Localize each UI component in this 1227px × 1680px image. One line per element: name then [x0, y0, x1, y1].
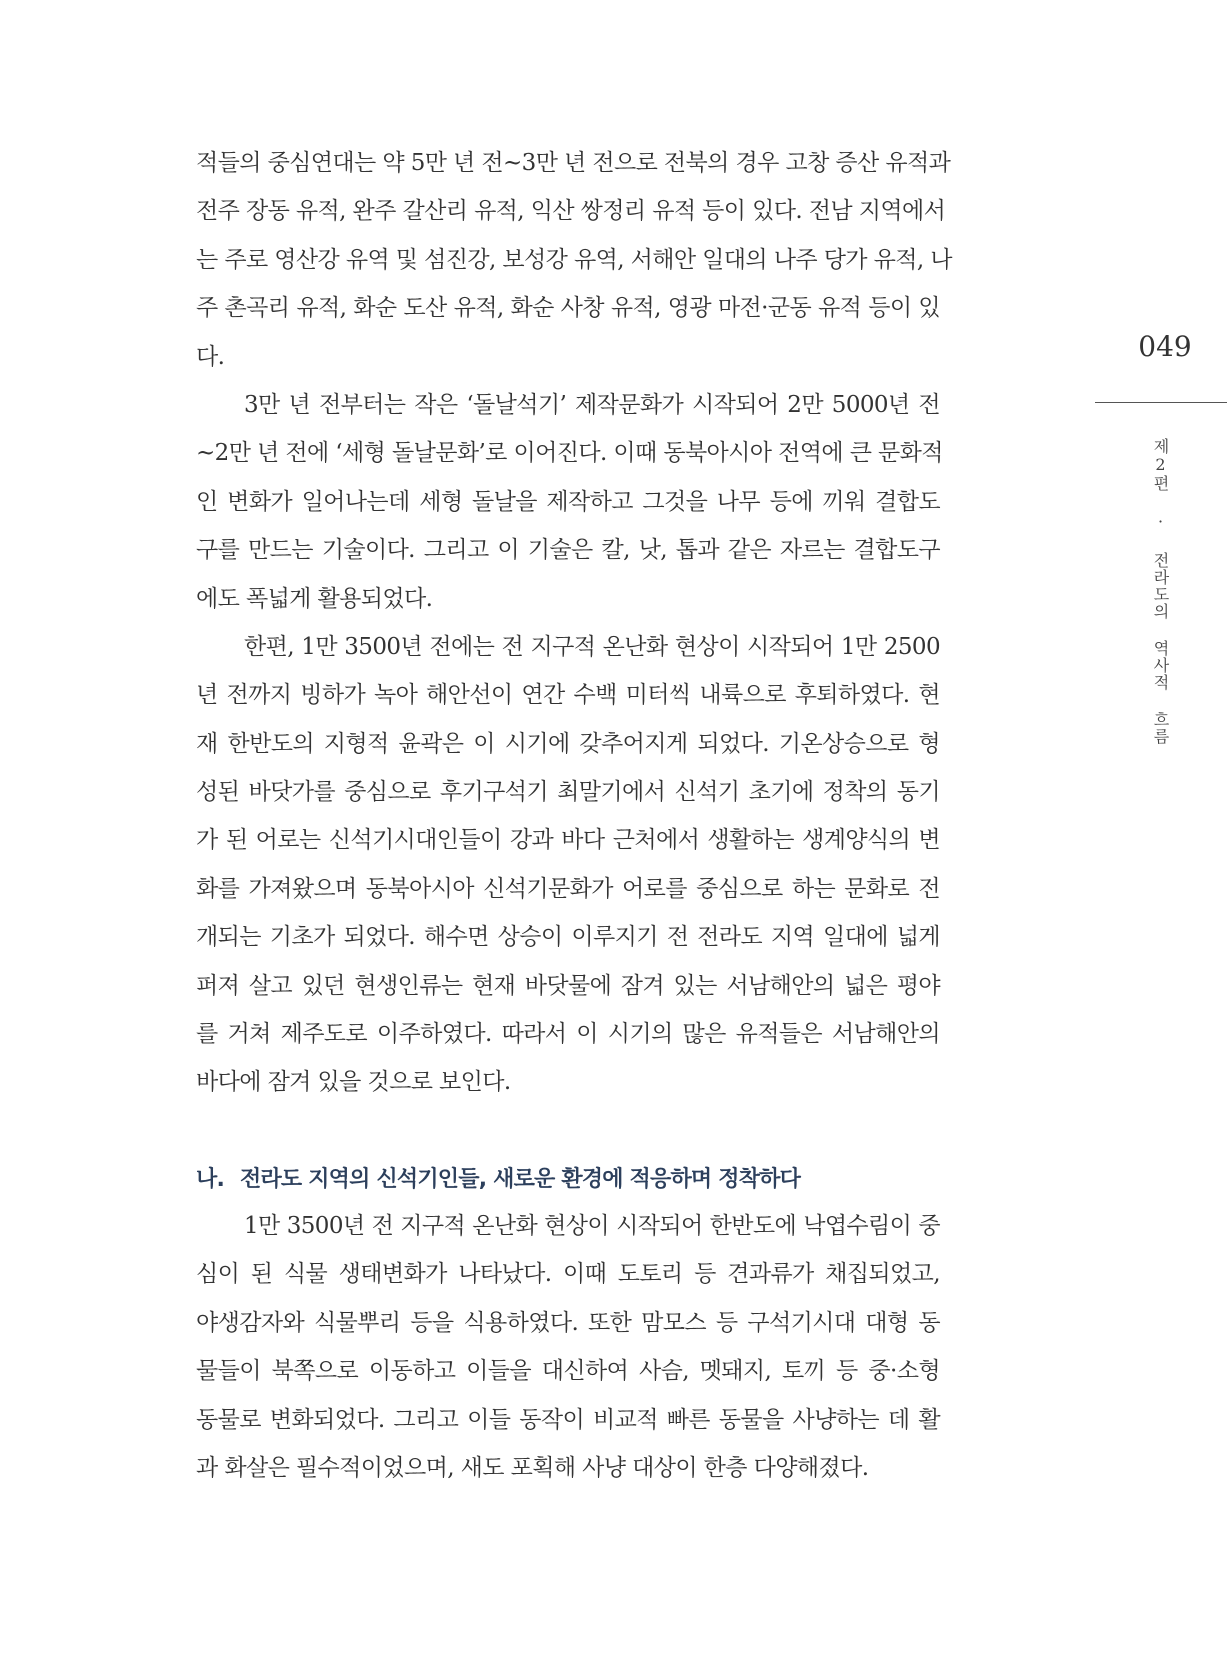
text-line: 퍼져 살고 있던 현생인류는 현재 바닷물에 잠겨 있는 서남해안의 넓은 평야 — [196, 972, 940, 999]
text-line: 다. — [196, 343, 225, 370]
text-line: 야생감자와 식물뿌리 등을 식용하였다. 또한 맘모스 등 구석기시대 대형 동 — [196, 1309, 940, 1336]
section-heading-number: 나. — [196, 1167, 225, 1192]
text-line: 가 된 어로는 신석기시대인들이 강과 바다 근처에서 생활하는 생계양식의 변 — [196, 827, 940, 854]
text-line: 는 주로 영산강 유역 및 섬진강, 보성강 유역, 서해안 일대의 나주 당가 유적, 나 — [196, 246, 952, 273]
text-line: 적들의 중심연대는 약 5만 년 전~3만 년 전으로 전북의 경우 고창 증산 유적과 — [196, 150, 951, 176]
text-line: 주 촌곡리 유적, 화순 도산 유적, 화순 사창 유적, 영광 마전·군동 유적 등이 있 — [196, 295, 940, 322]
page-number: 049 — [1138, 330, 1192, 363]
text-line: 에도 폭넓게 활용되었다. — [196, 585, 433, 612]
text-line: ~2만 년 전에 ‘세형 돌날문화’로 이어진다. 이때 동북아시아 전역에 큰 문화적 — [196, 440, 943, 467]
text-line: 개되는 기초가 되었다. 해수면 상승이 이루지기 전 전라도 지역 일대에 넓게 — [196, 924, 940, 951]
text-line: 과 화살은 필수적이었으며, 새도 포획해 사냥 대상이 한층 다양해졌다. — [196, 1454, 869, 1481]
text-line: 인 변화가 일어나는데 세형 돌날을 제작하고 그것을 나무 등에 끼워 결합도 — [196, 488, 940, 515]
text-line: 바다에 잠겨 있을 것으로 보인다. — [196, 1069, 511, 1096]
text-line: 구를 만드는 기술이다. 그리고 이 기술은 칼, 낫, 톱과 같은 자르는 결합도구 — [196, 537, 940, 564]
section-heading — [196, 1162, 800, 1198]
text-line: 년 전까지 빙하가 녹아 해안선이 연간 수백 미터씩 내륙으로 후퇴하였다. 현 — [196, 682, 940, 709]
text-line: 심이 된 식물 생태변화가 나타났다. 이때 도토리 등 견과류가 채집되었고, — [196, 1261, 940, 1288]
text-line: 재 한반도의 지형적 윤곽은 이 시기에 갖추어지게 되었다. 기온상승으로 형 — [196, 730, 940, 757]
body-text-bottom — [196, 1202, 940, 1492]
section-heading-title: 전라도 지역의 신석기인들, 새로운 환경에 적응하며 정착하다 — [240, 1167, 801, 1192]
text-line: 1만 3500년 전 지구적 온난화 현상이 시작되어 한반도에 낙엽수림이 중 — [244, 1213, 940, 1239]
text-line: 동물로 변화되었다. 그리고 이들 동작이 비교적 빠른 동물을 사냥하는 데 활 — [196, 1406, 940, 1433]
text-line: 한편, 1만 3500년 전에는 전 지구적 온난화 현상이 시작되어 1만 2500 — [244, 633, 940, 660]
text-line: 3만 년 전부터는 작은 ‘돌날석기’ 제작문화가 시작되어 2만 5000년 전 — [244, 391, 940, 418]
text-line: 성된 바닷가를 중심으로 후기구석기 최말기에서 신석기 초기에 정착의 동기 — [196, 779, 940, 806]
text-line: 화를 가져왔으며 동북아시아 신석기문화가 어로를 중심으로 하는 문화로 전 — [196, 875, 940, 902]
text-line: 를 거쳐 제주도로 이주하였다. 따라서 이 시기의 많은 유적들은 서남해안의 — [196, 1021, 940, 1048]
text-line: 전주 장동 유적, 완주 갈산리 유적, 익산 쌍정리 유적 등이 있다. 전남 지역에서 — [196, 198, 946, 225]
running-header-vertical: 제2편 · 전라도의 역사적 흐름 — [1151, 438, 1170, 745]
margin-divider — [1095, 402, 1227, 403]
text-line: 물들이 북쪽으로 이동하고 이들을 대신하여 사슴, 멧돼지, 토끼 등 중·소형 — [196, 1358, 940, 1385]
body-text-top — [196, 139, 952, 1107]
